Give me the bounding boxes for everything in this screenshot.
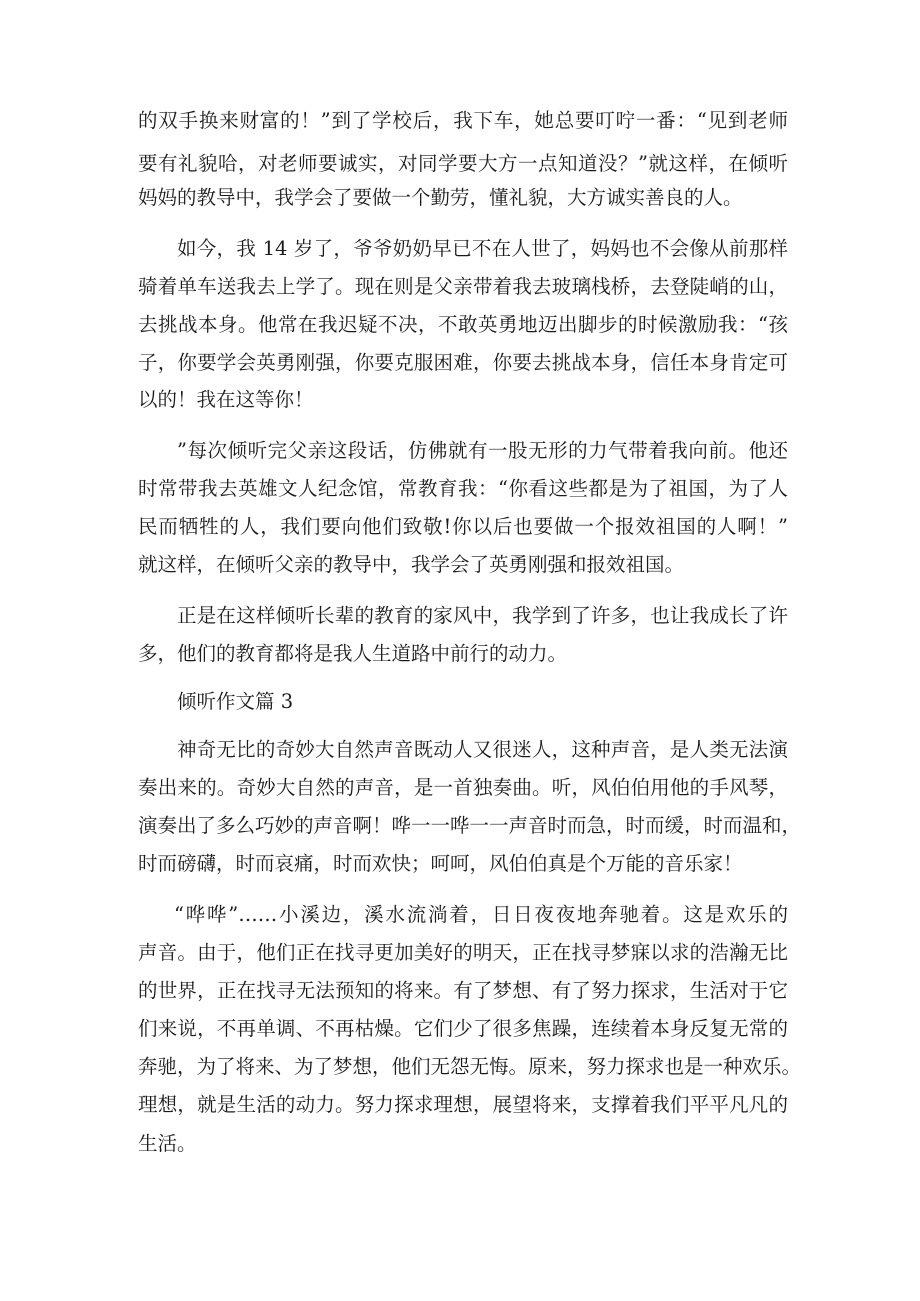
paragraph-5-line-4: 时而磅礴，时而哀痛，时而欢快；呵呵，风伯伯真是个万能的音乐家！ (138, 852, 743, 875)
paragraph-6-line-3: 的世界，正在找寻无法预知的将来。有了梦想、有了努力探求，生活对于它 (138, 979, 788, 1002)
paragraph-1-line-3: 妈妈的教导中，我学会了要做一个勤劳，懂礼貌，大方诚实善良的人。 (138, 186, 743, 209)
paragraph-1-line-2: 要有礼貌哈，对老师要诚实，对同学要大方一点知道没？”就这样，在倾听 (138, 152, 788, 175)
paragraph-1-line-1: 的双手换来财富的！”到了学校后，我下车，她总要叮咛一番：“见到老师 (138, 109, 788, 132)
paragraph-6-line-7: 生活。 (138, 1132, 197, 1155)
paragraph-5-line-2: 奏出来的。奇妙大自然的声音，是一首独奏曲。听，风伯伯用他的手风琴， (138, 776, 788, 799)
paragraph-2-line-1: 如今，我 14 岁了，爷爷奶奶早已不在人世了，妈妈也不会像从前那样 (177, 237, 788, 260)
paragraph-6-line-6: 理想，就是生活的动力。努力探求理想，展望将来，支撑着我们平平凡凡的 (138, 1093, 788, 1116)
paragraph-2-line-4: 子，你要学会英勇刚强，你要克服困难，你要去挑战本身，信任本身肯定可 (138, 351, 788, 374)
section-heading: 倾听作文篇 3 (177, 690, 294, 713)
paragraph-2-line-5: 以的！我在这等你！ (138, 388, 314, 411)
paragraph-4-line-1: 正是在这样倾听长辈的教育的家风中，我学到了许多，也让我成长了许 (177, 604, 788, 627)
paragraph-6-line-2: 声音。由于，他们正在找寻更加美好的明天，正在找寻梦寐以求的浩瀚无比 (138, 941, 788, 964)
paragraph-4-line-2: 多，他们的教育都将是我人生道路中前行的动力。 (138, 642, 568, 665)
paragraph-2-line-2: 骑着单车送我去上学了。现在则是父亲带着我去玻璃栈桥，去登陡峭的山， (138, 275, 788, 298)
paragraph-6-line-5: 奔驰，为了将来、为了梦想，他们无怨无悔。原来，努力探求也是一种欢乐。 (138, 1055, 802, 1078)
paragraph-5-line-3: 演奏出了多么巧妙的声音啊！哗一一哗一一声音时而急，时而缓，时而温和， (138, 814, 802, 837)
paragraph-6-line-4: 们来说，不再单调、不再枯燥。它们少了很多焦躁，连续着本身反复无常的 (138, 1017, 788, 1040)
paragraph-3-line-2: 时常带我去英雄文人纪念馆，常教育我：“你看这些都是为了祖国，为了人 (138, 477, 788, 500)
paragraph-6-line-1: “哗哗”……小溪边，溪水流淌着，日日夜夜地奔驰着。这是欢乐的 (174, 903, 788, 926)
paragraph-3-line-1: ”每次倾听完父亲这段话，仿佛就有一股无形的力气带着我向前。他还 (177, 439, 788, 462)
paragraph-3-line-4: 就这样，在倾听父亲的教导中，我学会了英勇刚强和报效祖国。 (138, 553, 685, 576)
paragraph-2-line-3: 去挑战本身。他常在我迟疑不决，不敢英勇地迈出脚步的时候激励我：“孩 (138, 313, 788, 336)
paragraph-3-line-3: 民而牺牲的人，我们要向他们致敬!你以后也要做一个报效祖国的人啊！” (138, 515, 788, 538)
paragraph-5-line-1: 神奇无比的奇妙大自然声音既动人又很迷人，这种声音，是人类无法演 (177, 738, 788, 761)
